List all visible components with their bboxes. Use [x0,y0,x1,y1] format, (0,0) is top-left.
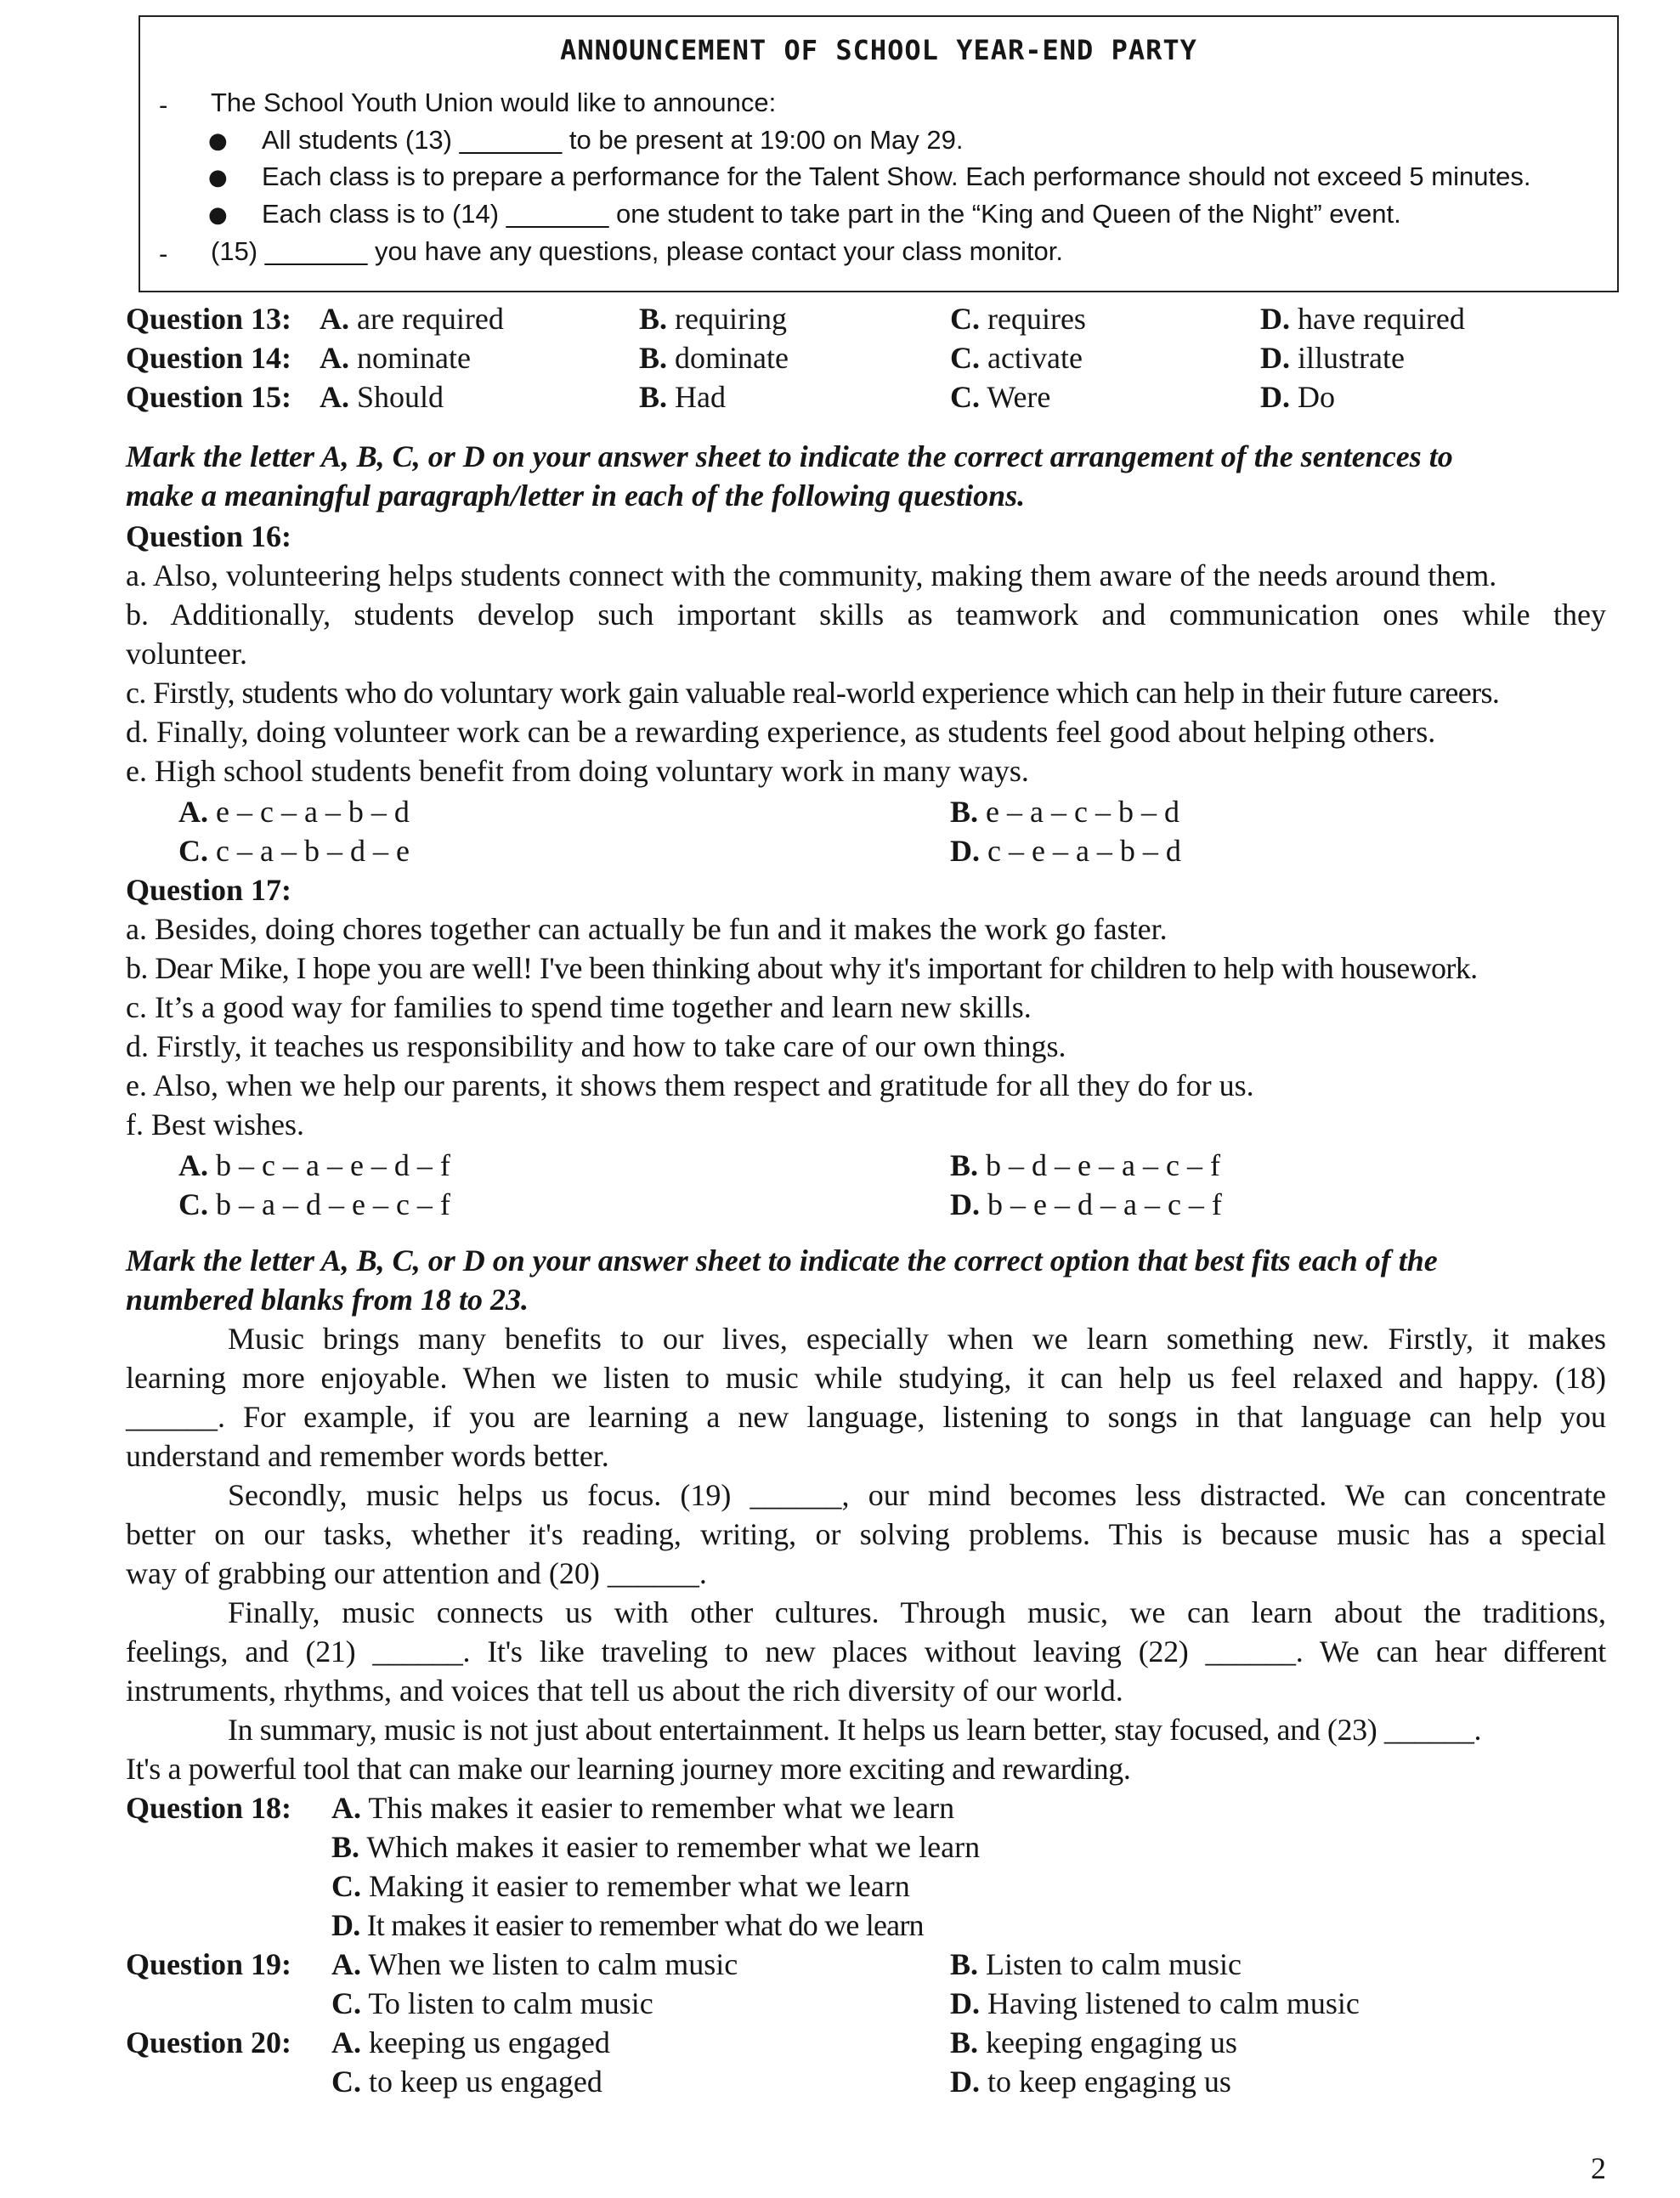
question-15-option-a: A. Should [320,380,444,414]
question-19-label: Question 19: [126,1947,292,1981]
page-number: 2 [1591,2151,1606,2185]
passage-line: instruments, rhythms, and voices that tell us about the rich diversity of our world. [126,1674,1123,1708]
question-16-sentence-b-cont: volunteer. [126,637,247,671]
question-15-option-c: C. Were [950,380,1051,414]
bullet-icon: ● [208,202,228,228]
dash-marker: - [159,90,168,120]
question-17-sentence-b: b. Dear Mike, I hope you are well! I've been thinking about why it's important for children to help with housework. [126,951,1478,985]
announcement-bullet-3: Each class is to (14) _______ one student to take part in the “King and Queen of the Night” event. [262,199,1401,229]
question-20-option-a: A. keeping us engaged [331,2025,610,2059]
question-17-label: Question 17: [126,873,292,907]
passage-line: way of grabbing our attention and (20) ______. [126,1556,707,1590]
question-18-option-b: B. Which makes it easier to remember what we learn [331,1830,981,1864]
passage-line: feelings, and (21) ______. It's like traveling to new places without leaving (22) ______. We can hear different [126,1634,1606,1668]
question-19-option-b: B. Listen to calm music [950,1947,1242,1981]
announcement-intro: The School Youth Union would like to announce: [211,88,777,117]
question-16-option-c: C. c – a – b – d – e [178,834,410,868]
question-14-option-d: D. illustrate [1260,341,1405,375]
question-16-sentence-a: a. Also, volunteering helps students connect with the community, making them aware of the needs around them. [126,558,1497,592]
dash-marker: - [159,239,168,269]
question-19-option-d: D. Having listened to calm music [950,1986,1360,2020]
question-17-sentence-f: f. Best wishes. [126,1107,304,1141]
question-17-option-a: A. b – c – a – e – d – f [178,1148,450,1182]
question-20-option-b: B. keeping engaging us [950,2025,1237,2059]
question-15-label: Question 15: [126,380,292,414]
question-16-sentence-d: d. Finally, doing volunteer work can be a rewarding experience, as students feel good about helping others. [126,715,1436,749]
question-13-option-c: C. requires [950,302,1086,336]
passage-line: Secondly, music helps us focus. (19) ______, our mind becomes less distracted. We can concentrate [228,1478,1606,1512]
question-18-option-d: D. It makes it easier to remember what do we learn [331,1908,924,1942]
question-15-option-d: D. Do [1260,380,1335,414]
question-14-option-b: B. dominate [639,341,789,375]
bullet-icon: ● [208,165,228,190]
question-14-option-a: A. nominate [320,341,471,375]
passage-line: Music brings many benefits to our lives, especially when we learn something new. Firstly, it makes [228,1322,1606,1356]
question-15-option-b: B. Had [639,380,726,414]
question-17-sentence-e: e. Also, when we help our parents, it shows them respect and gratitude for all they do for us. [126,1068,1254,1102]
question-16-option-b: B. e – a – c – b – d [950,795,1179,829]
question-16-sentence-c: c. Firstly, students who do voluntary work gain valuable real-world experience which can help in their future careers. [126,676,1500,710]
question-13-label: Question 13: [126,302,292,336]
question-17-sentence-d: d. Firstly, it teaches us responsibility and how to take care of our own things. [126,1029,1066,1063]
passage-line: ______. For example, if you are learning a new language, listening to songs in that language can help you [126,1400,1606,1434]
question-17-option-b: B. b – d – e – a – c – f [950,1148,1220,1182]
passage-line: In summary, music is not just about entertainment. It helps us learn better, stay focused, and (23) ______. [228,1713,1482,1747]
question-19-option-c: C. To listen to calm music [331,1986,653,2020]
question-13-option-b: B. requiring [639,302,787,336]
question-17-option-c: C. b – a – d – e – c – f [178,1187,450,1221]
question-14-option-c: C. activate [950,341,1083,375]
announcement-title: ANNOUNCEMENT OF SCHOOL YEAR-END PARTY [560,34,1197,66]
passage-line: learning more enjoyable. When we listen to music while studying, it can help us feel relaxed and happy. (18) [126,1361,1606,1395]
question-17-sentence-a: a. Besides, doing chores together can actually be fun and it makes the work go faster. [126,912,1168,946]
passage-line: Finally, music connects us with other cultures. Through music, we can learn about the traditions, [228,1595,1606,1629]
bullet-icon: ● [208,128,228,154]
question-13-option-d: D. have required [1260,302,1465,336]
question-16-label: Question 16: [126,519,292,553]
question-20-option-d: D. to keep engaging us [950,2065,1231,2099]
announcement-bullet-2: Each class is to prepare a performance for the Talent Show. Each performance should not exceed 5 minutes. [262,161,1531,191]
passage-line: understand and remember words better. [126,1439,609,1473]
question-20-option-c: C. to keep us engaged [331,2065,602,2099]
question-19-option-a: A. When we listen to calm music [331,1947,738,1981]
instruction-arrangement-line-2: make a meaningful paragraph/letter in each of the following questions. [126,479,1026,513]
passage-line: better on our tasks, whether it's reading, writing, or solving problems. This is because music has a special [126,1517,1606,1551]
instruction-cloze-line-2: numbered blanks from 18 to 23. [126,1283,529,1317]
question-17-sentence-c: c. It’s a good way for families to spend time together and learn new skills. [126,990,1032,1024]
question-18-option-c: C. Making it easier to remember what we learn [331,1869,910,1903]
question-13-option-a: A. are required [320,302,504,336]
question-14-label: Question 14: [126,341,292,375]
question-16-option-a: A. e – c – a – b – d [178,795,410,829]
instruction-arrangement-line-1: Mark the letter A, B, C, or D on your answer sheet to indicate the correct arrangement of the sentences to [126,439,1453,473]
question-18-label: Question 18: [126,1791,292,1825]
question-16-sentence-b: b. Additionally, students develop such important skills as teamwork and communication ones while they [126,598,1606,632]
question-16-sentence-e: e. High school students benefit from doing voluntary work in many ways. [126,754,1029,788]
question-18-option-a: A. This makes it easier to remember what we learn [331,1791,955,1825]
question-17-option-d: D. b – e – d – a – c – f [950,1187,1222,1221]
passage-line: It's a powerful tool that can make our learning journey more exciting and rewarding. [126,1752,1131,1786]
question-16-option-d: D. c – e – a – b – d [950,834,1181,868]
announcement-bullet-1: All students (13) _______ to be present at 19:00 on May 29. [262,125,964,155]
announcement-closing: (15) _______ you have any questions, please contact your class monitor. [211,236,1063,266]
question-20-label: Question 20: [126,2025,292,2059]
instruction-cloze-line-1: Mark the letter A, B, C, or D on your answer sheet to indicate the correct option that best fits each of the [126,1243,1438,1277]
